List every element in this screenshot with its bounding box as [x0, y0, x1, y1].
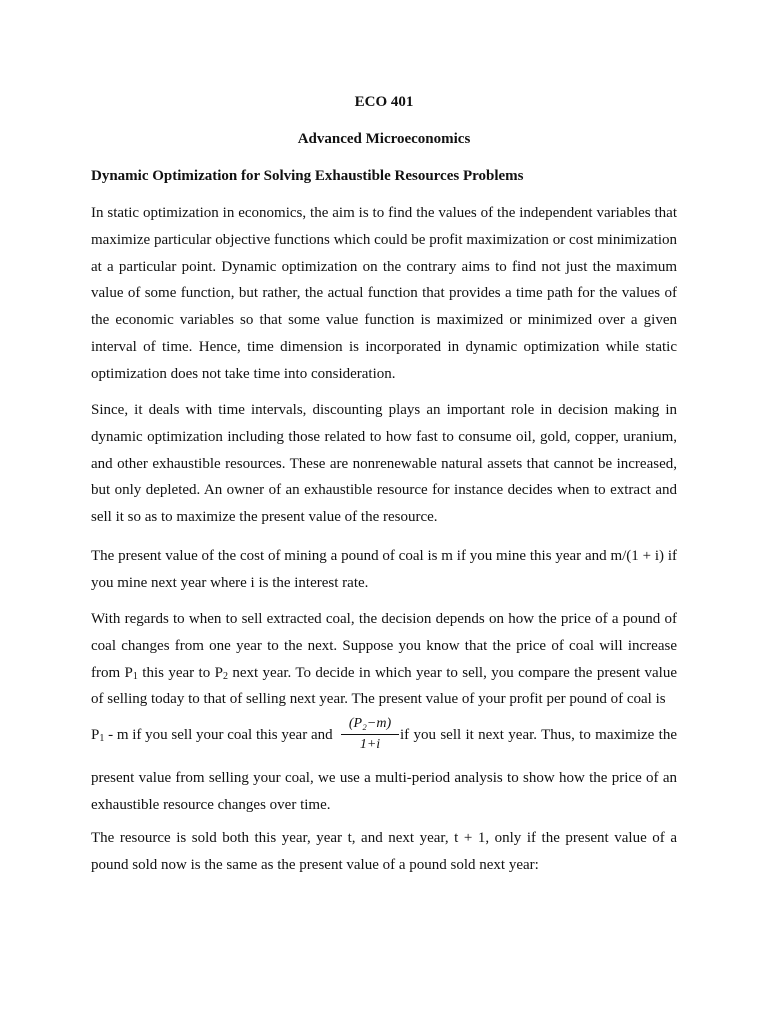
- paragraph-static-vs-dynamic: In static optimization in economics, the aim is to find the values of the independent variables that maximize particular objective functions which could be profit maximization or cost minimization at a particular point. Dynamic optimization on the contrary aims to find not just the maximum value of some function, but rather, the actual function that provides a time path for the values of the economic variables so that some value function is maximized or minimized over a given interval of time. Hence, time dimension is incorporated in dynamic optimization while static optimization does not take time into consideration.: [91, 205, 677, 382]
- formula-left-rest: - m if you sell your coal this year and: [104, 727, 333, 743]
- paragraph-selling-decision: [91, 606, 677, 713]
- course-code: ECO 401: [354, 94, 414, 110]
- paragraph-text: next year. To decide in which year to sell, you compare the present value of selling today to that of selling next year. The present value of your profit per pound of coal is: [91, 664, 678, 708]
- price-symbol: P: [91, 727, 100, 743]
- course-title: Advanced Microeconomics: [297, 131, 471, 147]
- fraction-denominator: 1+i: [359, 737, 381, 752]
- paragraph-equal-present-value: The resource is sold both this year, year t, and next year, t + 1, only if the present value of a pound sold now is the same as the present value of a pound sold next year:: [91, 830, 677, 873]
- paragraph-mining-cost: The present value of the cost of mining a pound of coal is m if you mine this year and m/(1 + i) if you mine next year where i is the interest rate.: [91, 548, 677, 591]
- present-value-fraction: [341, 715, 399, 754]
- formula-right-text: if you sell it next year. Thus, to maximize the: [400, 727, 677, 743]
- paragraph-text: this year to P: [137, 664, 223, 681]
- subscript: 1: [132, 670, 138, 682]
- paragraph-multi-period: present value from selling your coal, we use a multi-period analysis to show how the price of an exhaustible resource changes over time.: [91, 770, 677, 813]
- paragraph-discounting: Since, it deals with time intervals, discounting plays an important role in decision making in dynamic optimization including those related to how fast to consume oil, gold, copper, uranium, and other exhaustible resources. These are nonrenewable natural assets that cannot be increased, but only depleted. An owner of an exhaustible resource for instance decides when to extract and sell it so as to maximize the present value of the resource.: [91, 402, 677, 526]
- formula-left-text: [91, 727, 333, 744]
- formula-line: [91, 715, 677, 759]
- subscript: 1: [99, 733, 105, 744]
- subscript: 2: [222, 670, 228, 682]
- fraction-numerator: (P₂−m): [341, 715, 399, 735]
- section-heading: Dynamic Optimization for Solving Exhaustible Resources Problems: [91, 168, 524, 184]
- paragraph-text: With regards to when to sell extracted coal, the decision depends on how the price of a pound of coal changes from one year to the next. Suppose you know that the price of coal will increase from P: [91, 611, 677, 681]
